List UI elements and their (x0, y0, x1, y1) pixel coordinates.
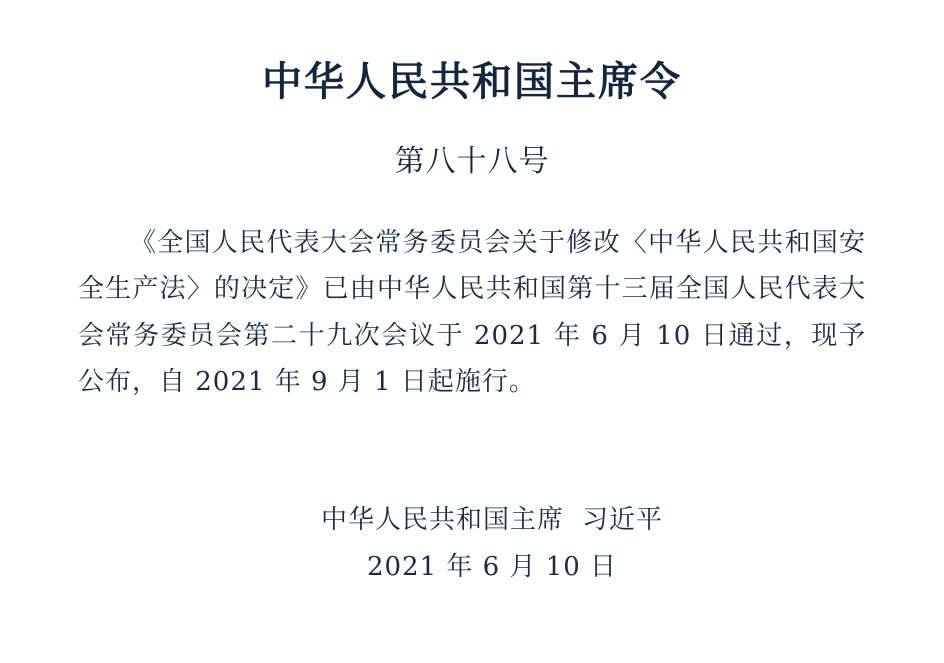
document-number: 第八十八号 (394, 144, 550, 179)
signer-title: 中华人民共和国主席 (320, 505, 564, 536)
document-body-text: 《全国人民代表大会常务委员会关于修改〈中华人民共和国安全生产法〉的决定》已由中华人民共和国第十三届全国人民代表大会常务委员会第二十九次会议于 2021 年 6 月 10 日通过，现予公布，自 2021 年 9 月 1 日起施行。 (78, 228, 866, 397)
signature-date: 2021 年 6 月 10 日 (366, 552, 618, 583)
page-title: 中华人民共和国主席令 (262, 58, 682, 105)
signature-block (0, 497, 944, 591)
signer-name: 习近平 (582, 505, 664, 536)
signer-line (0, 497, 944, 544)
